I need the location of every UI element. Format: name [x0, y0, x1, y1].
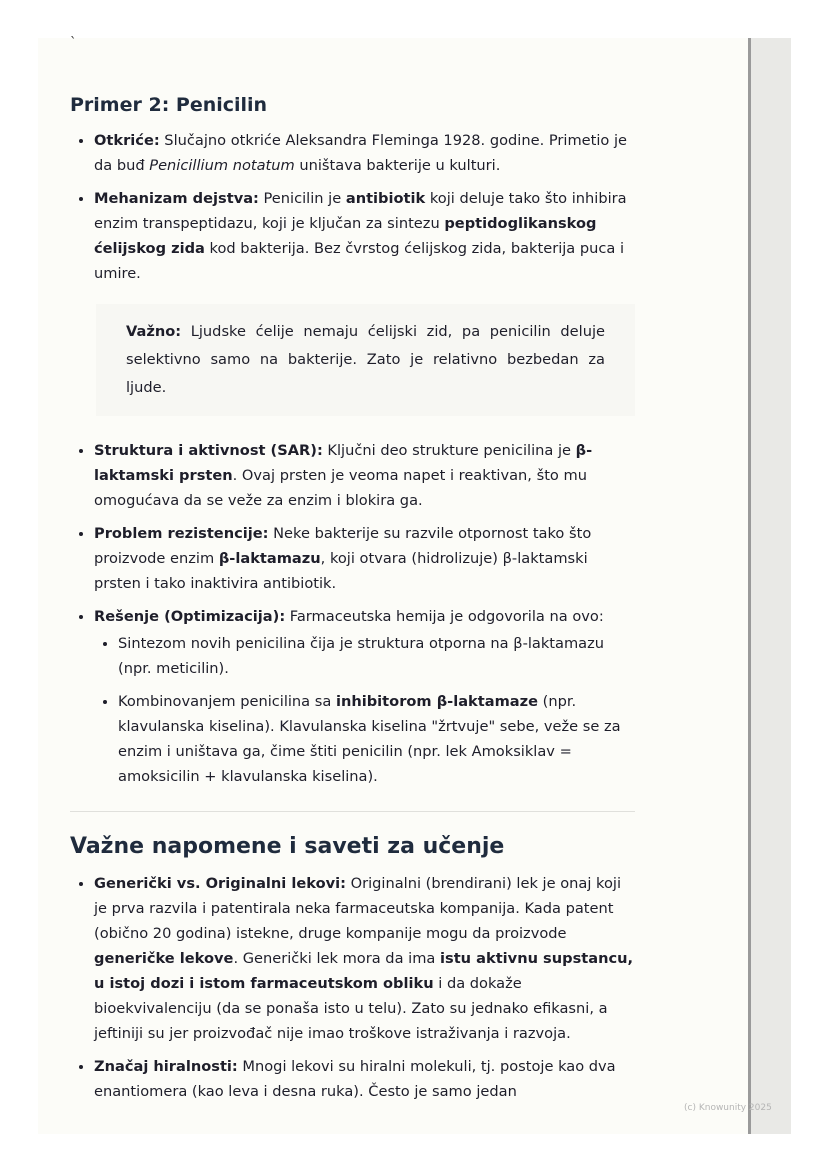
- list-item-resistance: [94, 521, 635, 596]
- stray-mark: `: [70, 36, 77, 51]
- section-title-tips: Važne napomene i saveti za učenje: [70, 834, 505, 859]
- item-bold: peptidoglikanskog ćelijskog zida: [94, 215, 597, 257]
- item-text: Originalni (brendirani) lek je onaj koji je prva razvila i patentirala neka farmaceutska kompanija. Kada patent (obično 20 godina) istekne, druge kompanije mogu da proizvode: [94, 875, 622, 942]
- item-bold: generičke lekove: [94, 950, 234, 967]
- item-label: Rešenje (Optimizacija):: [94, 608, 286, 625]
- scrollbar-track[interactable]: [751, 38, 791, 1134]
- item-label: Struktura i aktivnost (SAR):: [94, 442, 323, 459]
- item-label: Generički vs. Originalni lekovi:: [94, 875, 346, 892]
- item-text: Kombinovanjem penicilina sa: [118, 693, 336, 710]
- section-divider: [70, 811, 635, 812]
- sublist-item: • Sintezom novih penicilina čija je struktura otporna na β-laktamazu (npr. meticilin).: [118, 631, 635, 681]
- item-text: Mnogi lekovi su hiralni molekuli, tj. postoje kao dva enantiomera (kao leva i desna ruka). Često je samo jedan: [94, 1058, 616, 1100]
- callout-label: Važno:: [126, 323, 182, 340]
- callout-text: Ljudske ćelije nemaju ćelijski zid, pa penicilin deluje selektivno samo na bakterije. Zato je relativno bezbedan za ljude.: [126, 323, 605, 396]
- item-text: Neke bakterije su razvile otpornost tako što proizvode enzim: [94, 525, 592, 567]
- item-text: Slučajno otkriće Aleksandra Fleminga 1928. godine. Primetio je da buđ: [94, 132, 628, 174]
- item-bold: β-laktamski prsten: [94, 442, 593, 484]
- item-text: uništava bakterije u kulturi.: [294, 157, 501, 174]
- item-text: koji deluje tako što inhibira enzim transpeptidazu, koji je ključan za sintezu: [94, 190, 627, 232]
- item-text: Farmaceutska hemija je odgovorila na ovo:: [285, 608, 604, 625]
- item-label: Mehanizam dejstva:: [94, 190, 259, 207]
- list-item-discovery: [94, 128, 635, 178]
- item-label: Otkriće:: [94, 132, 160, 149]
- item-text: . Generički lek mora da ima: [233, 950, 441, 967]
- section-title-penicilin: Primer 2: Penicilin: [70, 94, 268, 116]
- item-text: Penicilin je: [258, 190, 346, 207]
- list-item-sar: [94, 438, 635, 513]
- important-callout: [96, 304, 635, 416]
- item-bold: inhibitorom β-laktamaze: [335, 693, 539, 710]
- list-item-solution: [94, 604, 635, 789]
- item-italic: Penicillium notatum: [149, 157, 295, 174]
- item-text: , koji otvara (hidrolizuje) β-laktamski prsten i tako inaktivira antibiotik.: [94, 550, 588, 592]
- item-text: kod bakterija. Bez čvrstog ćelijskog zida, bakterija puca i umire.: [94, 240, 625, 282]
- item-text: i da dokaže bioekvivalenciju (da se ponaša isto u telu). Zato su jednako efikasni, a jeftiniji su jer proizvođač nije imao troškove istraživanja i razvoja.: [94, 975, 608, 1042]
- document-content: [70, 94, 635, 1112]
- penicilin-list: [70, 128, 635, 286]
- tips-list: [70, 871, 635, 1104]
- item-label: Značaj hiralnosti:: [94, 1058, 238, 1075]
- item-bold: β-laktamazu: [218, 550, 321, 567]
- list-item-generic: [94, 871, 635, 1046]
- list-item-chirality: [94, 1054, 635, 1104]
- solution-sublist: [94, 631, 635, 789]
- item-text: . Ovaj prsten je veoma napet i reaktivan, što mu omogućava da se veže za enzim i blokira ga.: [94, 467, 587, 509]
- item-text: (npr. klavulanska kiselina). Klavulanska kiselina "žrtvuje" sebe, veže se za enzim i uništava ga, čime štiti penicilin (npr. lek Amoksiklav = amoksicilin + klavulanska kiselina).: [118, 693, 621, 785]
- copyright-footer: (c) Knowunity 2025: [684, 1103, 772, 1113]
- item-bold: istu aktivnu supstancu, u istoj dozi i istom farmaceutskom obliku: [94, 950, 634, 992]
- penicilin-list-continued: [70, 438, 635, 789]
- list-item-mechanism: [94, 186, 635, 286]
- item-bold: antibiotik: [345, 190, 426, 207]
- sublist-item: [118, 689, 635, 789]
- item-label: Problem rezistencije:: [94, 525, 269, 542]
- item-text: Ključni deo strukture penicilina je: [322, 442, 576, 459]
